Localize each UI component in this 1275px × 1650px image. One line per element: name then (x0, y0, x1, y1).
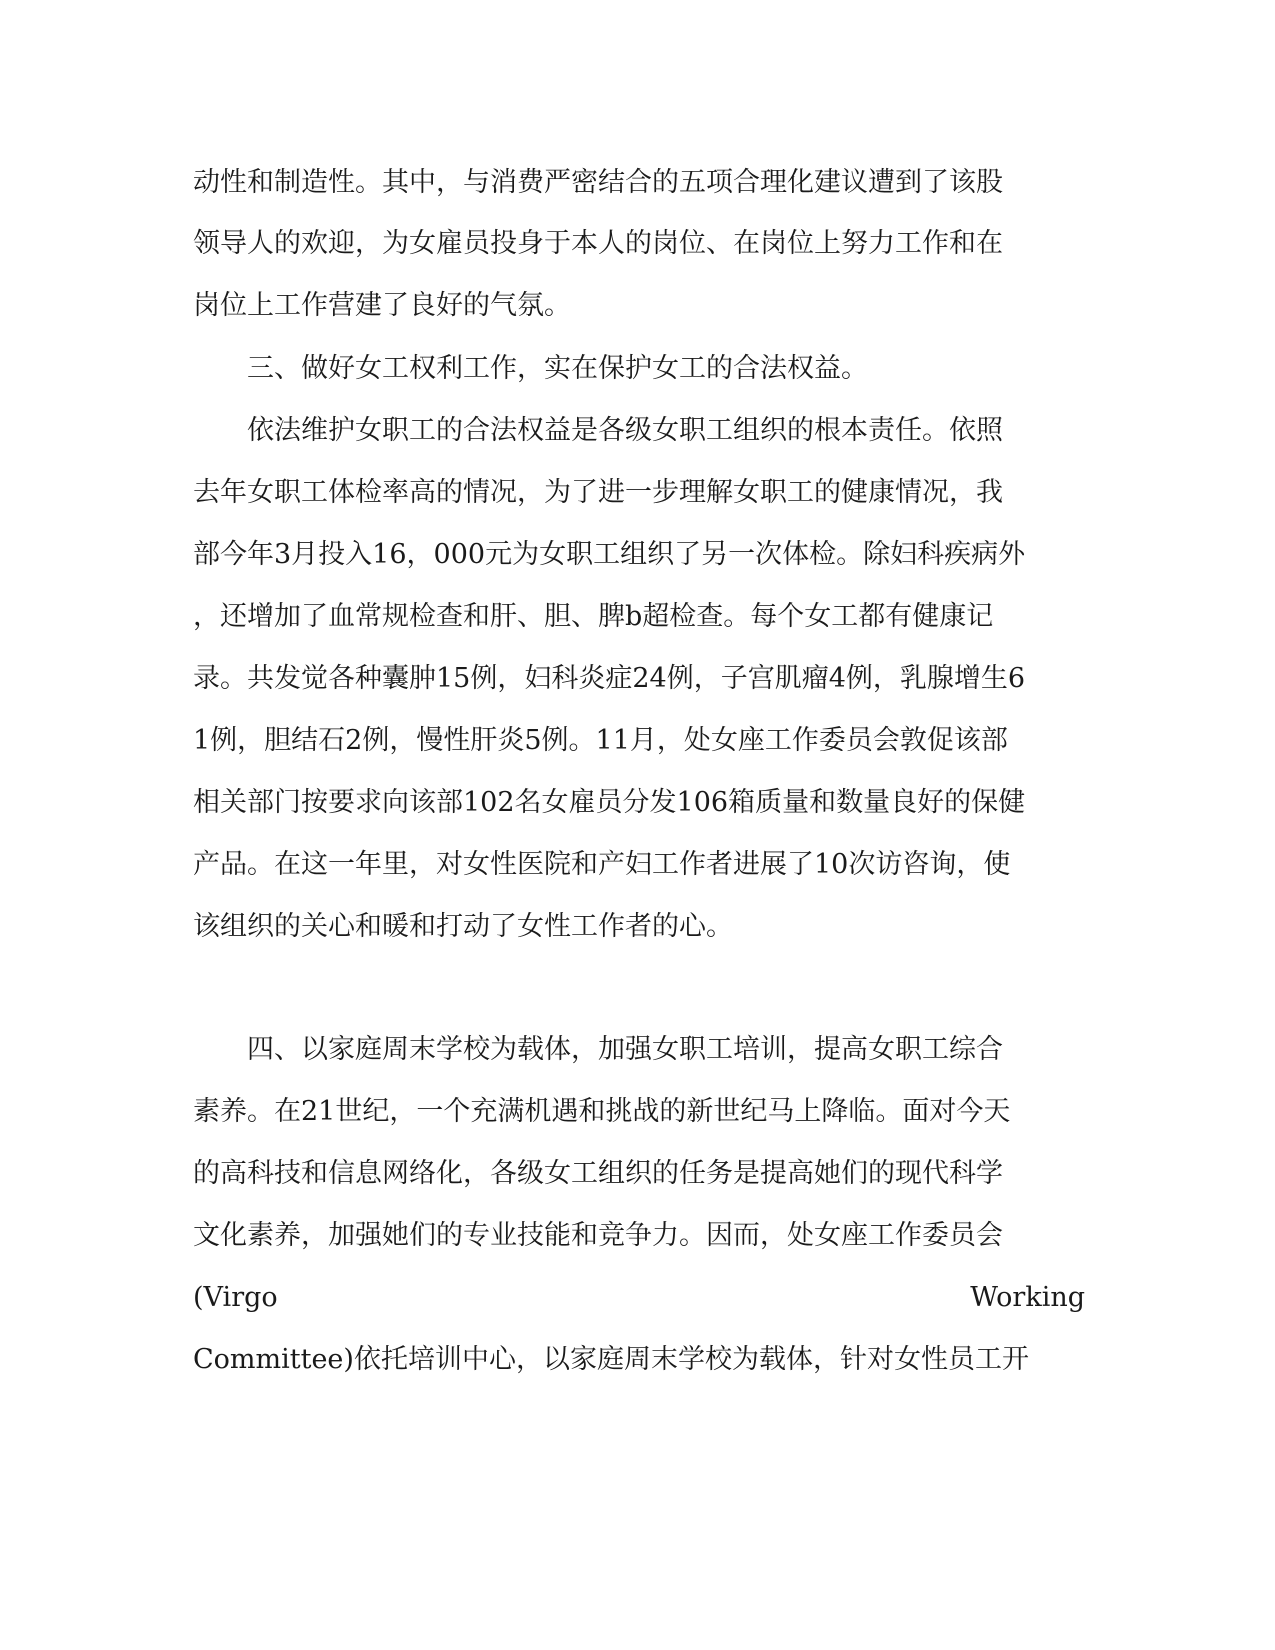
text-line: 该组织的关心和暖和打动了女性工作者的心。 (193, 911, 733, 942)
text-line: 去年女职工体检率高的情况，为了进一步理解女职工的健康情况，我 (193, 477, 1003, 508)
text-line: 产品。在这一年里，对女性医院和产妇工作者进展了10次访咨询，使 (193, 849, 1011, 880)
text-line: 动性和制造性。其中，与消费严密结合的五项合理化建议遭到了该股 (193, 167, 1003, 198)
text-line: 部今年3月投入16，000元为女职工组织了另一次体检。除妇科疾病外 (193, 539, 1026, 570)
text-line: 领导人的欢迎，为女雇员投身于本人的岗位、在岗位上努力工作和在 (193, 228, 1003, 259)
text-line: Committee)依托培训中心，以家庭周末学校为载体，针对女性员工开 (193, 1344, 1029, 1375)
split-line-left: (Virgo (193, 1282, 278, 1313)
text-line: 1例，胆结石2例，慢性肝炎5例。11月，处女座工作委员会敦促该部 (193, 725, 1008, 756)
text-line: 依法维护女职工的合法权益是各级女职工组织的根本责任。依照 (193, 415, 1003, 446)
split-line-right: Working (970, 1282, 1085, 1313)
text-line: 岗位上工作营建了良好的气氛。 (193, 290, 571, 321)
text-line: 文化素养，加强她们的专业技能和竞争力。因而，处女座工作委员会 (193, 1220, 1003, 1251)
text-line: 录。共发觉各种囊肿15例，妇科炎症24例，子宫肌瘤4例，乳腺增生6 (193, 663, 1026, 694)
text-line: 素养。在21世纪，一个充满机遇和挑战的新世纪马上降临。面对今天 (193, 1096, 1011, 1127)
text-line: 相关部门按要求向该部102名女雇员分发106箱质量和数量良好的保健 (193, 787, 1026, 818)
text-line: ，还增加了血常规检查和肝、胆、脾b超检查。每个女工都有健康记 (193, 601, 994, 632)
section-heading: 四、以家庭周末学校为载体，加强女职工培训，提高女职工综合 (193, 1034, 1003, 1065)
section-heading: 三、做好女工权利工作，实在保护女工的合法权益。 (193, 353, 868, 384)
text-line: 的高科技和信息网络化，各级女工组织的任务是提高她们的现代科学 (193, 1158, 1003, 1189)
